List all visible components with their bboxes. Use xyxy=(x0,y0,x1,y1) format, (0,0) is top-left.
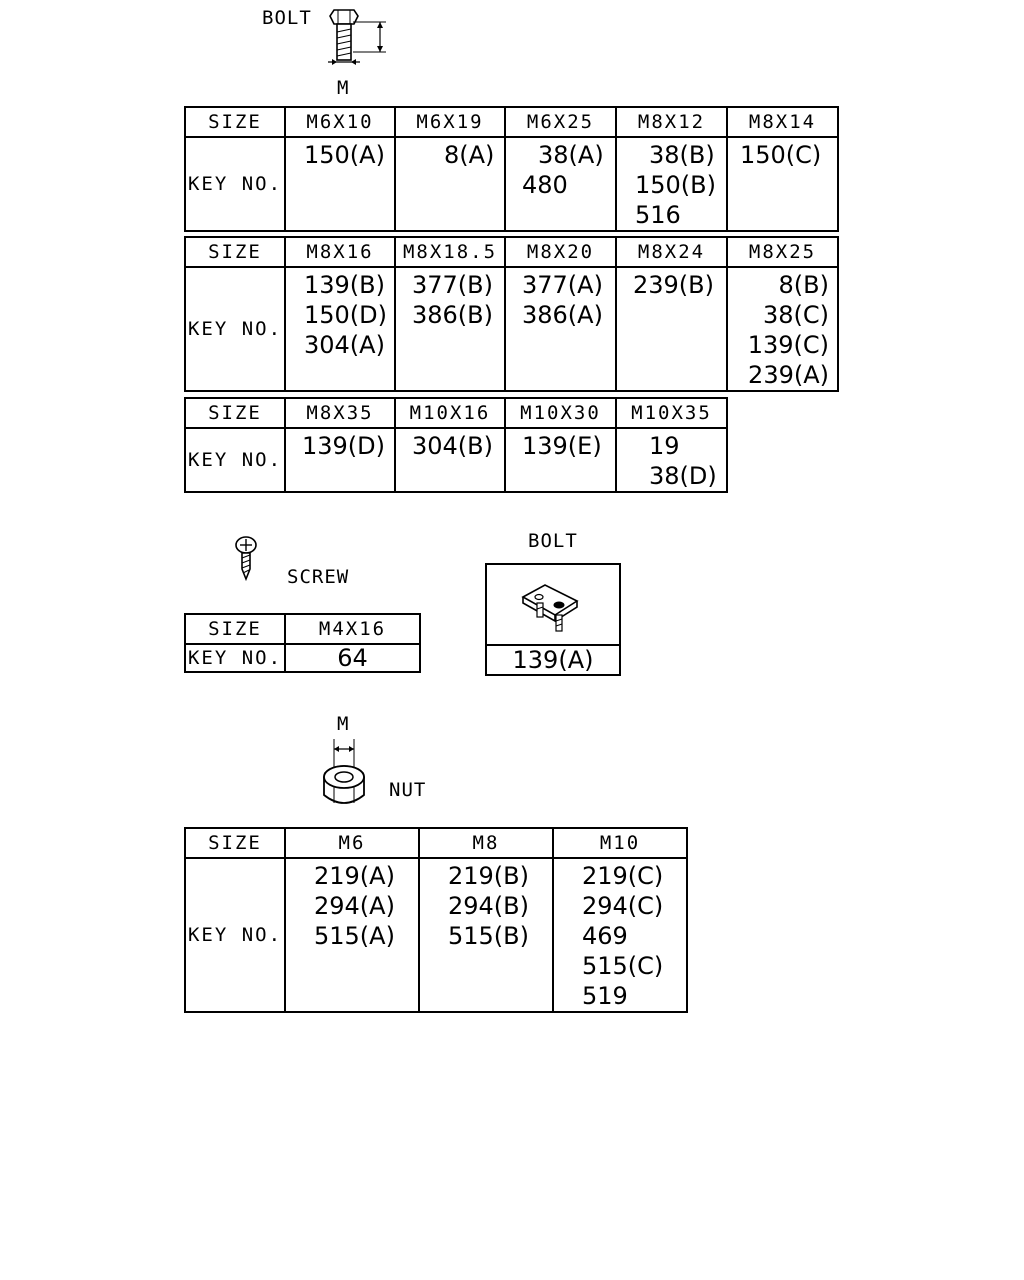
key-cell xyxy=(727,137,838,231)
key-number: 386(A) xyxy=(522,301,603,329)
key-cell xyxy=(616,137,727,231)
size-cell: M10X35 xyxy=(616,398,727,428)
key-number: 294(B) xyxy=(448,892,529,920)
key-cell xyxy=(616,428,727,492)
key-number: 377(A) xyxy=(522,271,603,299)
size-cell: M8X18.5 xyxy=(395,237,505,267)
key-number: 150(C) xyxy=(740,141,822,169)
key-number: 515(B) xyxy=(448,922,529,950)
key-number: 150(B) xyxy=(635,171,716,199)
bolt-dim-label: M xyxy=(337,77,350,99)
key-number: 139(B) xyxy=(304,271,385,299)
key-number: 219(B) xyxy=(448,862,529,890)
nut-dim-label: M xyxy=(337,713,350,735)
key-number: 304(A) xyxy=(304,331,385,359)
key-cell xyxy=(505,428,616,492)
key-number: 38(B) xyxy=(649,141,715,169)
size-cell: M6X25 xyxy=(505,107,616,137)
key-number: 38(A) xyxy=(538,141,604,169)
bracket-bolt-icon xyxy=(517,577,587,637)
key-number: 386(B) xyxy=(412,301,493,329)
flange-bolt-box xyxy=(485,563,621,676)
key-cell xyxy=(395,428,505,492)
key-number: 519 xyxy=(582,982,628,1010)
key-number: 219(C) xyxy=(582,862,664,890)
key-cell xyxy=(727,267,838,391)
key-cell xyxy=(419,858,553,1012)
screw-size-table xyxy=(184,613,421,673)
key-number: 139(D) xyxy=(302,432,386,460)
key-number: 239(A) xyxy=(748,361,829,389)
size-cell: M8X25 xyxy=(727,237,838,267)
size-cell: M8X14 xyxy=(727,107,838,137)
key-number: 139(E) xyxy=(522,432,602,460)
size-header: SIZE xyxy=(185,828,285,858)
key-cell xyxy=(505,267,616,391)
size-cell: M6 xyxy=(285,828,419,858)
key-number: 150(A) xyxy=(304,141,385,169)
size-cell: M8X20 xyxy=(505,237,616,267)
size-header: SIZE xyxy=(185,398,285,428)
bolt-size-table-1 xyxy=(184,106,839,232)
size-header: SIZE xyxy=(185,107,285,137)
bolt-size-table-2 xyxy=(184,236,839,392)
size-cell: M8X12 xyxy=(616,107,727,137)
size-cell: M8X35 xyxy=(285,398,395,428)
size-cell: M8X24 xyxy=(616,237,727,267)
size-cell: M10X30 xyxy=(505,398,616,428)
key-number: 64 xyxy=(337,644,368,672)
key-number: 139(A) xyxy=(512,646,594,674)
size-cell: M10 xyxy=(553,828,687,858)
bolt-title: BOLT xyxy=(262,7,312,29)
hex-bolt-icon xyxy=(320,6,400,66)
key-cell xyxy=(395,267,505,391)
key-number: 219(A) xyxy=(314,862,395,890)
key-number: 515(A) xyxy=(314,922,395,950)
key-cell xyxy=(285,137,395,231)
key-no-header: KEY NO. xyxy=(185,267,285,391)
size-cell: M8 xyxy=(419,828,553,858)
key-number: 38(C) xyxy=(762,301,829,329)
key-cell xyxy=(285,858,419,1012)
key-cell xyxy=(553,858,687,1012)
size-cell: M4X16 xyxy=(285,614,420,644)
key-number: 150(D) xyxy=(304,301,388,329)
nut-title: NUT xyxy=(389,779,427,801)
key-number: 8(A) xyxy=(444,141,495,169)
key-number: 294(A) xyxy=(314,892,395,920)
key-no-header: KEY NO. xyxy=(185,644,285,672)
key-number: 139(C) xyxy=(747,331,829,359)
key-number: 480 xyxy=(522,171,568,199)
key-number: 19 xyxy=(649,432,680,460)
key-number: 377(B) xyxy=(412,271,493,299)
size-cell: M6X10 xyxy=(285,107,395,137)
screw-title: SCREW xyxy=(287,566,350,588)
key-number: 294(C) xyxy=(582,892,664,920)
size-cell: M8X16 xyxy=(285,237,395,267)
key-cell xyxy=(285,267,395,391)
flange-bolt-title: BOLT xyxy=(528,530,578,552)
key-cell xyxy=(505,137,616,231)
key-cell xyxy=(616,267,727,391)
bolt-size-table-3 xyxy=(184,397,728,493)
key-no-header: KEY NO. xyxy=(185,428,285,492)
key-number: 516 xyxy=(635,201,681,229)
key-number: 469 xyxy=(582,922,628,950)
screw-icon xyxy=(232,535,262,581)
hex-nut-icon xyxy=(318,737,378,807)
nut-size-table xyxy=(184,827,688,1013)
key-cell xyxy=(285,428,395,492)
key-number: 239(B) xyxy=(633,271,714,299)
size-cell: M10X16 xyxy=(395,398,505,428)
key-number: 8(B) xyxy=(778,271,829,299)
key-number: 304(B) xyxy=(412,432,493,460)
size-header: SIZE xyxy=(185,614,285,644)
size-cell: M6X19 xyxy=(395,107,505,137)
key-cell xyxy=(395,137,505,231)
key-cell xyxy=(285,644,420,672)
key-no-header: KEY NO. xyxy=(185,858,285,1012)
key-number: 515(C) xyxy=(582,952,664,980)
key-no-header: KEY NO. xyxy=(185,137,285,231)
key-number: 38(D) xyxy=(649,462,717,490)
size-header: SIZE xyxy=(185,237,285,267)
